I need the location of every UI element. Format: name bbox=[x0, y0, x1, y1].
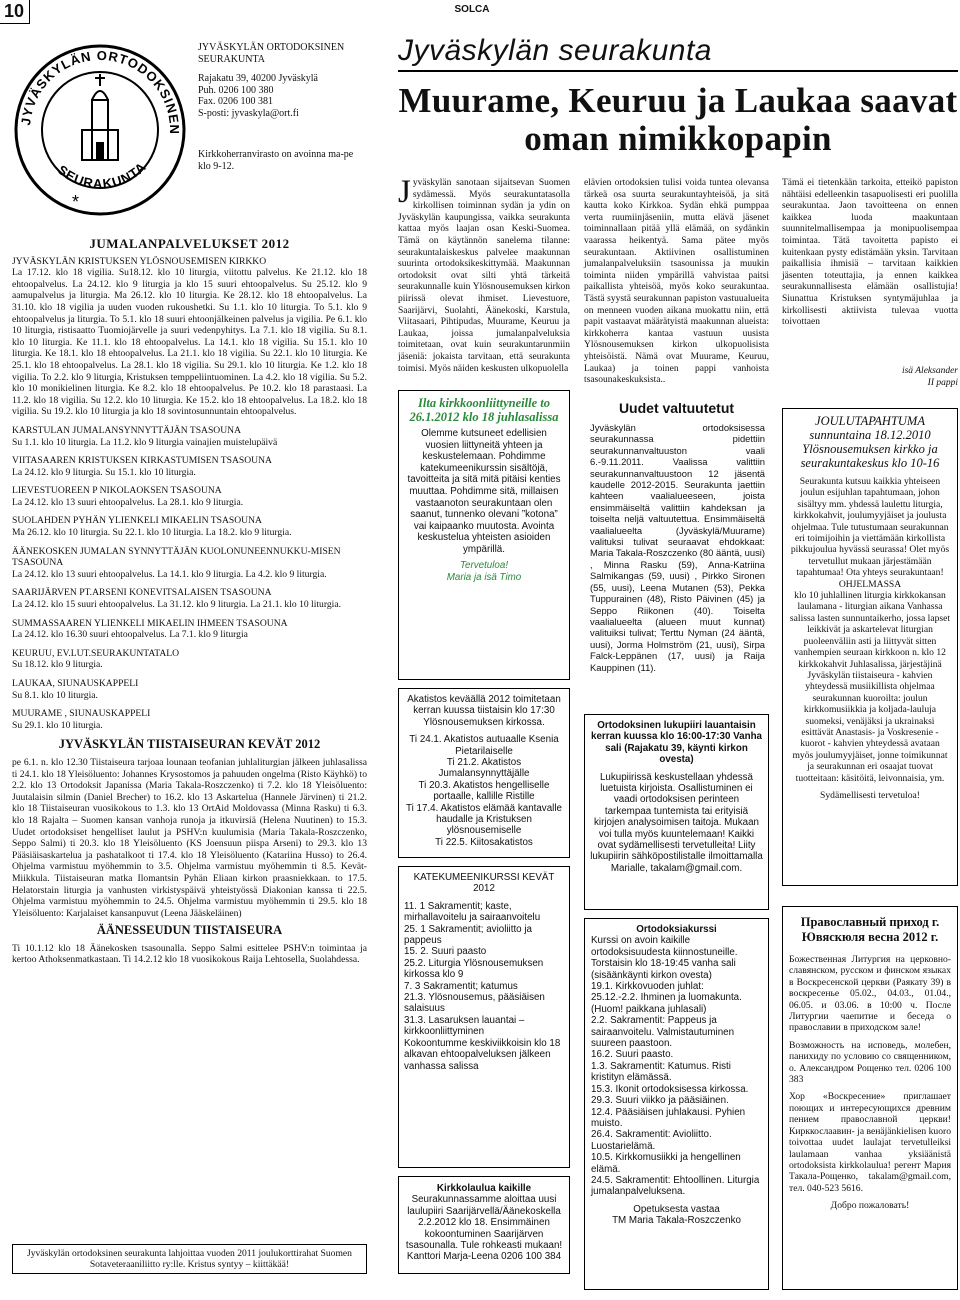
service-section bbox=[12, 256, 367, 418]
services-title: JUMALANPALVELUKSET 2012 bbox=[89, 236, 290, 251]
list-item: 12.4. Pääsiäisen juhlakausi. Pyhien muisto. bbox=[591, 1106, 746, 1129]
kurssi-box bbox=[584, 918, 769, 1290]
list-item: Ti 21.2. Akatistos Jumalansynnyttäjälle bbox=[438, 757, 530, 780]
russian-p1: Божественная Литургия на церковно-славянском, русском и финском языках в Воскресенской церкви (Раякату 39) в воскресенье 05.02., 04.03., 01.04., 06.05. и 03.06. в 10:00 ч. После Литургии чаепитие и беседа о православии в приходском зале! bbox=[789, 954, 951, 1034]
service-section bbox=[12, 546, 367, 581]
list-item: 25.12.-2.2. Ihminen ja luomakunta. (Huom! paikkana juhlasali) bbox=[591, 992, 742, 1015]
invite-body: Olemme kutsuneet edellisien vuosien liittyneitä yhteen ja keskustelemaan. Pohdimme katekumeenikurssin sisältöjä, tavoitteita ja sitä mitä pitäisi kenties muuttaa. Pohdimme sitä, millaisen vastaanoton seurakuntaan olen saanut, tunnenko olevani ”kotona” vai kaipaanko muutosta. Avointa keskustelua yhteisten asioiden ympärillä. bbox=[407, 428, 561, 555]
service-section bbox=[12, 587, 367, 610]
services-column bbox=[12, 238, 367, 966]
lukupiiri-text: Lukupiirissä keskustellaan yhdessä luetuista kirjoista. Osallistuminen ei vaadi ortodoksisen perinteen tarkempaa tuntemista tai erityisiä kirjojen analysoimisen taitoja. Mukaan voi tulla myös kuuntelemaan! Kaikki ovat sydämellisesti tervetulleita! Liity lukupiirin sähköpostilistalle ilmoittamalla Marialle, takalam@gmail.com. bbox=[590, 771, 763, 874]
list-item: 15. 2. Suuri paasto bbox=[404, 946, 487, 958]
akatistos-intro: Akatistos keväällä 2012 toimitetaan kerran kuussa tiistaisin klo 17:30 Ylösnousemuksen kirkossa. bbox=[407, 694, 561, 728]
invite-welcome: Tervetuloa! bbox=[459, 559, 509, 571]
joulu-box bbox=[782, 408, 958, 886]
service-section bbox=[12, 425, 367, 448]
signature-role: II pappi bbox=[927, 377, 958, 388]
invite-title: Ilta kirkkoonliittyneille to 26.1.2012 klo 18 juhlasalissa bbox=[409, 396, 559, 424]
russian-box bbox=[782, 906, 958, 1290]
office-hours: Kirkkoherranvirasto on avoinna ma-pe klo 9-12. bbox=[198, 149, 354, 172]
service-section bbox=[12, 515, 367, 538]
list-item: 21.3. Ylösnousemus, pääsiäisen salaisuus bbox=[404, 992, 545, 1015]
joulu-text: Seurakunta kutsuu kaikkia yhteiseen joulun esijuhlan tapahtumaan, johon sisältyy mm. yhdessä laulettu liturgia, kirkkokahvit, joulumyyjäiset ja joulusta ohjelmaa. Tule tutustumaan seurakunnan eri toimijoihin ja viettämään kirkollista pikkujoulua hyvässä seurassa! Olet myös tervetullut mukaan järjestämään tapahtumaa! Ota yhteys seurakuntaan! bbox=[790, 476, 950, 579]
service-section-title: ÄÄNEKOSKEN JUMALAN SYNNYTTÄJÄN KUOLONUNEENNUKKU-MISEN TSASOUNA bbox=[12, 545, 341, 569]
service-section-text: Su 8.1. klo 10 liturgia. bbox=[12, 689, 98, 701]
article-col-3: Tämä ei tietenkään tarkoita, etteikö papiston nähtäisi edelleenkin tasapuolisesti eri puolilla seurakuntaa. Jaon tavoitteena on ennen kaikkea luoda maakuntaan suunnitelmallisempaa ja monipuolisempaa toimintaa. Tätä tavoitetta papisto ei kuitenkaan pysty edistämään yksin. Tarvitaan paikallisia ihmisiä – tarvitaan kaikkien jäsenten toteuttajia, ja ennen kaikkea seurakunnallisesta elämään osallistujia! Siunattua Kristuksen syntymäjuhlaa ja kirkollisesti aktiivista tulevaa vuotta toivottaen bbox=[782, 178, 958, 328]
parish-name: Jyväskylän seurakunta bbox=[398, 34, 958, 72]
service-section bbox=[12, 648, 367, 671]
list-item: 10.5. Kirkkomusiikki ja hengellinen elämä. bbox=[591, 1152, 741, 1175]
kurssi-teacher-1: Opetuksesta vastaa bbox=[633, 1203, 720, 1215]
list-item: 24.5. Sakramentit: Ehtoollinen. Liturgia jumalanpalveluksena. bbox=[591, 1174, 760, 1198]
kurssi-teacher-2: TM Maria Takala-Roszczenko bbox=[612, 1215, 741, 1227]
list-item: 25. 1 Sakramentit; avioliitto ja pappeus bbox=[404, 923, 532, 947]
masthead-logo-text: SOLCA bbox=[454, 4, 490, 15]
svg-text:JYVÄSKYLÄN ORTODOKSINEN: JYVÄSKYLÄN ORTODOKSINEN bbox=[18, 47, 183, 135]
service-section bbox=[12, 485, 367, 508]
katekumeeni-title: KATEKUMEENIKURSSI KEVÄT 2012 bbox=[413, 872, 555, 895]
service-section-title: SUOLAHDEN PYHÄN YLIENKELI MIKAELIN TSASOUNA bbox=[12, 515, 262, 527]
masthead-logo bbox=[442, 4, 502, 22]
service-section bbox=[12, 678, 367, 701]
service-section bbox=[12, 455, 367, 478]
contact-info bbox=[198, 42, 368, 172]
russian-p4: Добро пожаловать! bbox=[830, 1200, 910, 1212]
service-section-title: KARSTULAN JUMALANSYNNYTTÄJÄN TSASOUNA bbox=[12, 424, 242, 436]
page-number: 10 bbox=[0, 0, 30, 24]
list-item: Ti 20.3. Akatistos hengelliselle portaalle, kallille Ristille bbox=[418, 779, 550, 803]
list-item: 26.4. Sakramentit: Avioliitto. Luostarielämä. bbox=[591, 1129, 712, 1152]
invite-box bbox=[398, 390, 570, 680]
list-item: Ti 22.5. Kiitosakatistos bbox=[435, 836, 533, 848]
parish-seal-logo bbox=[10, 30, 190, 240]
service-section-title: KEURUU, EV.LUT.SEURAKUNTATALO bbox=[12, 647, 180, 659]
seal-icon bbox=[10, 30, 190, 240]
akatistos-box bbox=[398, 688, 570, 858]
uudet-text: Jyväskylän ortodoksisessa seurakunnassa pidettiin seurakunnanvaltuuston vaali 6.-9.11.2011. Vaalissa valittiin seurakunnanvaltuustoon 12 jäsentä kaudelle 2012-2015. Seurakunta jaettiin kahteen vaalialueeseen, joista ensimmäiseltä valittiin kahdeksan ja toiselta neljä valtuutettua. Ensimmäiseltä vaalialueelta (Jyväskylä/Muurame) valituksi tulivat seuraavat ehdokkaat: Maria Takala-Roszczenko (80 ääntä, uusi) , Minna Rasku (59), Anna-Katriina Salmikangas (59, uusi) , Pirkko Sironen (55, uusi), Leena Mutanen (53), Pekka Tuppurainen (48), Risto Päivinen (45) ja Seppo Riikonen (40). Toiselta vaalialueelta (alueen muut kunnat) valituiksi tulivat; Terttu Nyman (24 ääntä, uusi), Jorma Holmström (21, uusi), Sirpa Falck-Leppänen (17, uusi) ja Raija Kauppinen (11). bbox=[590, 422, 765, 673]
svg-text:SEURAKUNTA: SEURAKUNTA bbox=[54, 158, 150, 192]
russian-p2: Возможность на исповедь, молебен, панихиду по условию со священником, о. Александром Рощенко тел. 0206 100 383 bbox=[789, 1039, 951, 1086]
service-section-text: Su 18.12. klo 9 liturgia. bbox=[12, 659, 103, 671]
svg-text:*: * bbox=[72, 192, 80, 212]
service-section-text: Su 1.1. klo 10 liturgia. La 11.2. klo 9 liturgia vainajien muistelupäivä bbox=[12, 436, 278, 448]
aanesseudun-title: ÄÄNESSEUDUN TIISTAISEURA bbox=[96, 923, 283, 938]
akatistos-list bbox=[403, 734, 565, 848]
headline: Muurame, Keuruu ja Laukaa saavat oman nimikkopapin bbox=[398, 81, 958, 158]
list-item: 31.3. Lasaruksen lauantai – kirkkoonliittyminen bbox=[404, 1014, 525, 1038]
list-item: Ti 24.1. Akatistos autuaalle Ksenia Pietarilaiselle bbox=[409, 734, 559, 757]
laulupiiri-box bbox=[398, 1176, 570, 1274]
list-item: 7. 3 Sakramentit; katumus bbox=[404, 980, 518, 992]
katekumeeni-box bbox=[398, 866, 570, 1168]
service-section-text: Su 29.1. klo 10 liturgia. bbox=[12, 719, 103, 731]
thanks-box: Jyväskylän ortodoksinen seurakunta lahjoittaa vuoden 2011 joulukorttirahat Suomen Sotaveteraaniliitto ry:lle. Kristus syntyy – kiittäkää! bbox=[12, 1244, 367, 1274]
service-section-text: La 24.12. klo 16.30 suuri ehtoopalvelus. La 7.1. klo 9 liturgia bbox=[12, 629, 248, 641]
services-list bbox=[12, 256, 367, 732]
article-col1-text: yväskylän sanotaan sijaitsevan Suomen sydämessä. Myös seurakuntatasolla kirkollisen toiminnan sydän ja ydin on Jyväskylän kaupungissa, vaikka seurakunta kattaa myös laajan osan Keski-Suomea. Tämä on käytännön sanelema tilanne: seurakuntalaiskeskus palvelee maakunnan suurinta ortodoksikeskittymää. Maakunnan ortodoksit ovat silti yhtä tärkeitä seurakunnalle kuin Ylösnousemuksen kirkon piirissä olevat ihmiset. Lievestuore, Saarijärvi, Suolahti, Äänekoski, Karstula, Viitasaari, Pihtipudas, Muurame, Keuruu ja Laukaa, joissa jumalanpalveluksia toimitetaan, ovat kuin seurakuntarunmiin jäseniä: jokaista tarvitaan, että seurakunta toimisi. Myös näiden keskusten ulkopuolella bbox=[398, 178, 570, 374]
service-section-text: La 24.12. klo 13 suuri ehtoopalvelus. La 28.1. klo 9 liturgia. bbox=[12, 496, 244, 508]
contact-phone: Puh. 0206 100 380 bbox=[198, 84, 274, 96]
russian-title: Православный приход г. Ювяскюля весна 2012 г. bbox=[800, 915, 940, 944]
service-section-text: La 24.12. klo 13 suuri ehtoopalvelus. La 14.1. klo 9 liturgia. La 4.2. klo 9 liturgia. bbox=[12, 568, 327, 580]
lukupiiri-box bbox=[584, 714, 769, 910]
list-item: 16.2. Suuri paasto. bbox=[591, 1049, 674, 1061]
tiistaiseura-title: JYVÄSKYLÄN TIISTAISEURAN KEVÄT 2012 bbox=[58, 737, 321, 752]
kurssi-title: Ortodoksiakurssi bbox=[636, 924, 717, 935]
tiistaiseura-text: pe 6.1. n. klo 12.30 Tiistaiseura tarjoaa lounaan teofanian juhlaliturgian jälkeen juhlasalissa ti 24.1. klo 18 Yleisöluento: Johannes Krysostomos ja pahuuden ongelma (Risto Käyhkö) to 2.2. klo 13 Ortodoksit Japanissa (Maria Takala-Roszczenko) ti 7.2. klo 18 Yleisöluento: Juutalaisin silmin (Daniel Brecher) to 16.2. klo 13 Askartelua (Hannele Järvinen) ti 21.2. klo 18 Tiistaiseuran vuosikokous to 1.3. klo 13 OrtAid Moldovassa (Minna Rasku) ti 6.3. klo 18 Rajalta – Suomen kansan vanhoja runoja ja itkuvirsiä (Helena Nuutinen) to 15.3. Uudet ortodoksiset hengelliset laulut ja PSHV:n kuulumisia (Maria Takala-Roszczenko, Seppo Salmi) ti 20.3. klo 18 Yleisöluento (KS Joensuun piispa Arseni) to 29.3. klo 13 Pääsiäisaskartelua ja pashatalkoot ti 17.4. klo 18 Yleisöluento (Katariina Husso) to 26.4. Ohjelma varmistuu myöhemmin to 3.5. Ohjelma varmistuu myöhemmin ti 8.5. Kevät-Miikkula. Tiistaiseuran matka Ilomantsin Pyhän Eliaan kirkon praasniekkaan. to 17.5. Helatorstain liturgia ja vanhusten virkistyspäivä yhteistyössä Diakonian kanssa ti 22.5. Ohjelma varmistuu myöhemmin to 24.5. Ohjelma varmistuu myöhemmin ti 29.5. klo 18 Yleisöluento: Karjalaiset kansanpuvut (Leena Jääskeläinen) bbox=[12, 756, 367, 919]
service-section-text: La 17.12. klo 18 vigilia. Su18.12. klo 10 liturgia, viitottu palvelus. Ke 21.12. klo 18 ehtoopalvelus. La 24.12. klo 9 liturgia ja klo 15 suuri ehtoopalvelus. Su 25.12. klo 9 aamupalvelus ja liturgia. Ma 26.12. klo 10 liturgia. Ke 28.12. klo 18 ehtoopalvelus. La 31.10. klo 18 vigilia ja uuden vuoden rukoushetki. Su 1.1. klo 10 liturgia. To 5.1. klo 9 ehtoopalvelus ja liturgia. To 5.1. klo 18 suuri ehtoonjälkeinen palvelus ja vigilia. Pe 6.1. klo 10 liturgia, ristisaatto Tuomiojärvelle ja suuri vedenpyhitys. La 7.1. klo 18 vigilia. Su 8.1. klo 10 liturgia. Ke 11.1. klo 18 ehtoopalvelus. La 14.1. klo 18 vigilia. Su 15.1. klo 10 liturgia. Ke 18.1. klo 18 ehtoopalvelus. La 21.1. klo 18 vigilia. Su 22.1. klo 10 liturgia. Ke 25.1. klo 18 ehtoopalvelus. La 28.1. klo 18 vigilia. Su 29.1. klo 10 liturgia. Ke 1.2. klo 18 vigilia. To 2.2. klo 9 liturgia, Kristuksen temppeliintuominen. La 4.2. klo 18 vigilia. Su 5.2. klo 10 monikielinen liturgia. Ke 8.2. klo 18 ehtoopalvelus. Pe 10.2. klo 18 parastaasi. La 11.2. klo 18 vigilia. Su 12.2. klo 10 liturgia. Ke 15.2. klo 18 ehtoopalvelus. La 18.2. klo 18 vigilia. Su 19.2. klo 10 liturgia ja klo 18 sovintosunnuntain ehtoopalvelus. bbox=[12, 267, 367, 418]
service-section-text: La 24.12. klo 9 liturgia. Su 15.1. klo 10 liturgia. bbox=[12, 466, 196, 478]
list-item: 25.2. Liturgia Ylösnousemuksen kirkossa klo 9 bbox=[404, 957, 544, 981]
joulu-title: JOULUTAPAHTUMA sunnuntaina 18.12.2010 Ylösnousemuksen kirkko ja seurakuntakeskus klo 10-16 bbox=[800, 414, 940, 470]
contact-fax: Fax. 0206 100 381 bbox=[198, 96, 273, 107]
laulupiiri-title: Kirkkolaulua kaikille bbox=[436, 1183, 532, 1194]
list-item: 11. 1 Sakramentit; kaste, mirhallavoitelu ja sairaanvoitelu bbox=[404, 900, 541, 924]
aanesseudun-text: Ti 10.1.12 klo 18 Äänekosken tsasounalla. Seppo Salmi esittelee PSHV:n toimintaa ja kertoo Athoksenmatkastaan. Ti 14.2.12 klo 18 vuosikokous Raija Lehtosella, Suolahdessa. bbox=[12, 942, 367, 966]
service-section-title: JYVÄSKYLÄN KRISTUKSEN YLÖSNOUSEMISEN KIRKKO bbox=[12, 255, 267, 267]
uudet-title: Uudet valtuutetut bbox=[618, 400, 735, 416]
service-section-title: LIEVESTUOREEN P NIKOLAOKSEN TSASOUNA bbox=[12, 485, 222, 497]
dropcap: J bbox=[398, 174, 411, 210]
laulupiiri-text: Seurakunnassamme aloittaa uusi laulupiiri Saarijärvellä/Äänekoskella 2.2.2012 klo 18. Ensimmäinen kokoontuminen Saarijärven tsasounalla. Tule rohkeasti mukaan! Kanttori Marja-Leena 0206 100 384 bbox=[405, 1194, 563, 1263]
list-item: 19.1. Kirkkovuoden juhlat: bbox=[591, 981, 704, 993]
joulu-welcome: Sydämellisesti tervetuloa! bbox=[820, 789, 920, 801]
kurssi-list bbox=[591, 981, 762, 1198]
list-item: Ti 17.4. Akatistos elämää kantavalle haudalle ja Kristuksen ylösnousemiselle bbox=[406, 802, 562, 837]
list-item: 2.2. Sakramentit: Pappeus ja sairaanvoitelu. Valmistautuminen suureen paastoon. bbox=[591, 1015, 735, 1050]
list-item: Kokoontumme keskiviikkoisin klo 18 alkavan ehtoopalveluksen jälkeen vanhassa salissa bbox=[404, 1037, 561, 1072]
service-section-title: VIITASAAREN KRISTUKSEN KIRKASTUMISEN TSASOUNA bbox=[12, 455, 272, 467]
kurssi-intro: Kurssi on avoin kaikille ortodoksisuudesta kiinnostuneille. Torstaisin klo 18-19:45 vanha sali (sisäänkäynti kirkon ovesta) bbox=[591, 935, 738, 981]
contact-email[interactable]: S-posti: jyvaskyla@ort.fi bbox=[198, 107, 299, 119]
list-item: 15.3. Ikonit ortodoksisessa kirkossa. bbox=[591, 1083, 749, 1095]
service-section bbox=[12, 618, 367, 641]
contact-name: JYVÄSKYLÄN ORTODOKSINEN SEURAKUNTA bbox=[198, 42, 345, 65]
article-col-2: elävien ortodoksien tulisi voida tuntea olevansa tärkeä osa suurta seurakuntayhteisöä, ja sitä kautta koko Kirkkoa. Sydän ehkä pumppaa verta ruumiinjäseniin, mutta elävä jäsenet toiminnallaan pitää yllä elämää, on sydänkin vaarassa heikentyä. Sama pätee myös seurakuntaan. Aktiivinen osallistuminen jumalanpalveluksiin tsasounissa ja muukin toiminta niiden ympärillä vahvistaa paitsi paikallista yhteisöä, myös koko seurakuntaa. Tästä syystä seurakunnan papiston vastuualueita on menneen vuoden aikana muokattu niin, että papit vastaavat määrätyistä maakunnan alueista: kirkkoherra kantaa vastuun uusista Ylösnousemuksen kirkon ulkopuolisista yhteisöistä. Nämä ovat Muurame, Keuruu, Laukaa) ja toinen pappi vanhoista tsasounakeskuksista.. bbox=[584, 178, 769, 386]
service-section-title: LAUKAA, SIUNAUSKAPPELI bbox=[12, 678, 139, 689]
article-col-1 bbox=[398, 174, 570, 375]
article-signature bbox=[782, 366, 958, 389]
service-section-title: MUURAME , SIUNAUSKAPPELI bbox=[12, 708, 151, 720]
service-section-text: Ma 26.12. klo 10 liturgia. Su 22.1. klo 10 liturgia. La 18.2. klo 9 liturgia. bbox=[12, 527, 292, 539]
russian-p3: Хор «Воскресение» приглашает поющих и интересующихся древним пением православной церкви! Кирккослаавин- ja венäjänkielisen kuoro toivottaa uudet laulajat tervetulleiksi laulamaan vanhaa yksiäänistä ortodoksista kirkkolaulua! регент Мария Такала-Рощенко, takalam@gmail.com, тел. 040-523 5616. bbox=[789, 1091, 951, 1194]
joulu-program: klo 10 juhlallinen liturgia kirkkokansan laulamana - liturgian aikana Vanhassa salissa lasten sunnuntaikerho, jossa lapset leikkivät ja askartelevat liturgian puoleenväliin asti ja liittyvät sitten vanhempien seuraan kirkkoon n. klo 12 kirkkokahvit Juhlasalissa, järjestäjinä Jyväskylän tiistaiseura - kahvien yhteydessä musiikillista ohjelmaa seurakunnan kuoroilta: joulun kirkkomusiikkia ja koljada-lauluja suomeksi, venäjäksi ja ukrainaksi esittävät Anastasis- ja Voskresenie -kuorot - kahvien yhteydessä avataan myös joulumyyjäiset, jonne toimikunnat ja seurakunnan eri osaajat tuovat tuotteitaan: käsitöitä, leivonnaisia, ym. bbox=[789, 590, 951, 784]
service-section-title: SUMMASSAAREN YLIENKELI MIKAELIN IHMEEN TSASOUNA bbox=[12, 617, 288, 629]
signature-name: isä Aleksander bbox=[901, 366, 958, 376]
lukupiiri-title: Ortodoksinen lukupiiri lauantaisin kerran kuussa klo 16:00-17:30 Vanha sali (Rajakatu 39, käynti kirkon ovesta) bbox=[591, 720, 762, 766]
list-item: 29.3. Suuri viikko ja pääsiäinen. bbox=[591, 1095, 729, 1107]
service-section-text: La 24.12. klo 15 suuri ehtoopalvelus. La 31.12. klo 9 liturgia. La 21.1. klo 10 liturgia. bbox=[12, 599, 341, 611]
joulu-program-title: OHJELMASSA bbox=[838, 578, 902, 590]
list-item: 1.3. Sakramentit: Katumus. Risti kristityn elämässä. bbox=[591, 1060, 731, 1084]
invite-hosts: Maria ja isä Timo bbox=[446, 571, 522, 583]
service-section bbox=[12, 708, 367, 731]
service-section-title: SAARIJÄRVEN PT.ARSENI KONEVITSALAISEN TSASOUNA bbox=[12, 587, 272, 599]
katekumeeni-list bbox=[404, 901, 564, 1072]
contact-address: Rajakatu 39, 40200 Jyväskylä bbox=[198, 73, 318, 84]
